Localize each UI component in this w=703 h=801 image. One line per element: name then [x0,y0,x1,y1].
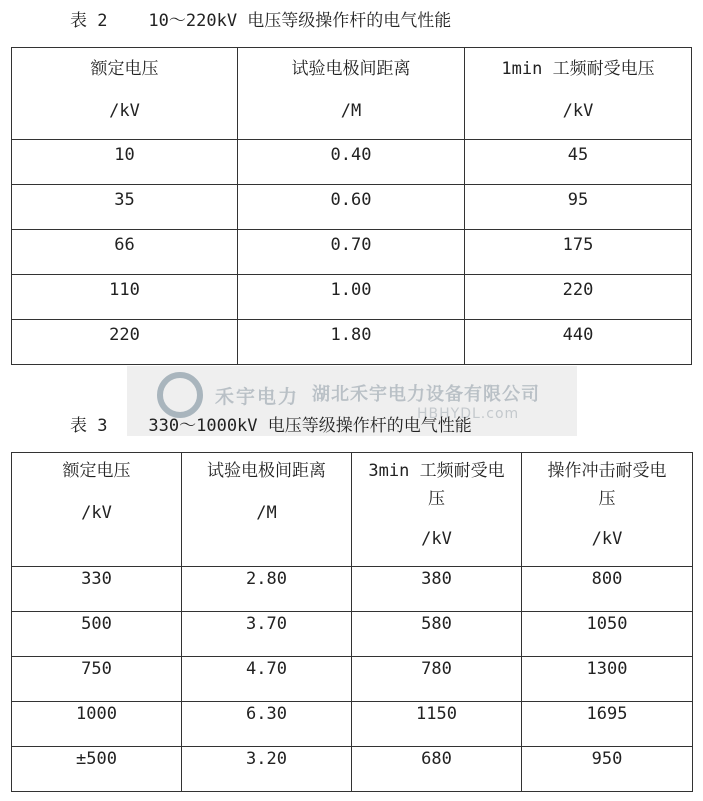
cell-text: 3.20 [246,749,287,769]
table-row [12,230,692,275]
header-text: 额定电压 [90,59,159,79]
table-cell [352,567,522,612]
header-cell [352,453,522,567]
watermark-brand: 禾宇电力 [215,386,300,408]
table3-caption: 表 3 330～1000kV 电压等级操作杆的电气性能 [70,416,472,436]
header-text: 3min 工频耐受电 [368,461,505,481]
cell-text: 1150 [416,704,457,724]
table-row [12,320,692,365]
table-cell [522,747,693,792]
cell-text: 780 [421,659,452,679]
cell-text: 1000 [76,704,117,724]
cell-text: 6.30 [246,704,287,724]
cell-text: 2.80 [246,569,287,589]
table3 [11,452,693,792]
table-cell [465,275,692,320]
cell-text: 3.70 [246,614,287,634]
header-cell [522,453,693,567]
cell-text: 1.80 [330,325,372,345]
header-text-wrap: 压 [598,489,616,509]
table-cell [182,747,352,792]
header-unit: /kV [562,101,594,121]
table-cell [352,612,522,657]
table-cell [238,230,465,275]
cell-text: 220 [109,325,140,345]
table-cell [12,567,182,612]
cell-text: 110 [109,280,140,300]
cell-text: 330 [81,569,112,589]
header-cell [182,453,352,567]
table-cell [12,185,238,230]
table-cell [465,230,692,275]
cell-text: 45 [567,145,589,165]
table-cell [238,320,465,365]
header-text: 试验电极间距离 [207,461,326,481]
header-unit: /M [256,503,277,523]
table-cell [465,140,692,185]
cell-text: 0.40 [330,145,372,165]
table-row [12,140,692,185]
header-text: 操作冲击耐受电 [547,461,667,481]
cell-text: ±500 [76,749,117,769]
cell-text: 1050 [586,614,628,634]
table-cell [12,140,238,185]
cell-text: 500 [81,614,112,634]
table-cell [465,320,692,365]
header-cell [238,48,465,140]
table-cell [352,702,522,747]
header-cell [465,48,692,140]
cell-text: 175 [562,235,594,255]
cell-text: 380 [421,569,452,589]
cell-text: 800 [591,569,623,589]
cell-text: 0.70 [330,235,372,255]
table-row [12,747,693,792]
cell-text: 1695 [586,704,628,724]
cell-text: 440 [562,325,594,345]
header-unit: /kV [109,101,140,121]
watermark-company: 湖北禾宇电力设备有限公司 [312,384,540,405]
table2-header-row [12,48,692,140]
table2 [11,47,692,365]
table-cell [12,657,182,702]
table-cell [12,275,238,320]
header-text: 试验电极间距离 [291,59,411,79]
header-unit: /M [340,101,362,121]
cell-text: 220 [562,280,594,300]
table-cell [522,612,693,657]
cell-text: 4.70 [246,659,287,679]
table-row [12,612,693,657]
table-cell [522,567,693,612]
header-cell [12,453,182,567]
table-cell [12,612,182,657]
cell-text: 10 [114,145,135,165]
table-cell [465,185,692,230]
header-text: 1min 工频耐受电压 [501,59,655,79]
header-unit: /kV [421,529,452,549]
header-text: 额定电压 [62,461,131,481]
table-cell [182,612,352,657]
table-cell [12,230,238,275]
table-row [12,275,692,320]
table-cell [12,320,238,365]
table-row [12,185,692,230]
table-cell [522,702,693,747]
table-cell [352,747,522,792]
table-row [12,567,693,612]
header-text-wrap: 压 [428,489,445,509]
cell-text: 95 [567,190,589,210]
table-row [12,657,693,702]
table-cell [238,275,465,320]
table-cell [238,185,465,230]
table-cell [12,747,182,792]
watermark-site: HBHYDL.com [417,406,520,422]
header-unit: /kV [81,503,112,523]
cell-text: 950 [591,749,623,769]
cell-text: 1.00 [330,280,372,300]
cell-text: 750 [81,659,112,679]
cell-text: 66 [114,235,135,255]
table-cell [182,702,352,747]
cell-text: 680 [421,749,452,769]
table2-caption: 表 2 10～220kV 电压等级操作杆的电气性能 [70,11,452,31]
cell-text: 35 [114,190,135,210]
header-cell [12,48,238,140]
table3-header-row [12,453,693,567]
cell-text: 580 [421,614,452,634]
table-cell [12,702,182,747]
cell-text: 1300 [586,659,628,679]
table-cell [182,567,352,612]
table-cell [238,140,465,185]
header-unit: /kV [591,529,623,549]
table-row [12,702,693,747]
table-cell [522,657,693,702]
table-cell [352,657,522,702]
cell-text: 0.60 [330,190,372,210]
table-cell [182,657,352,702]
